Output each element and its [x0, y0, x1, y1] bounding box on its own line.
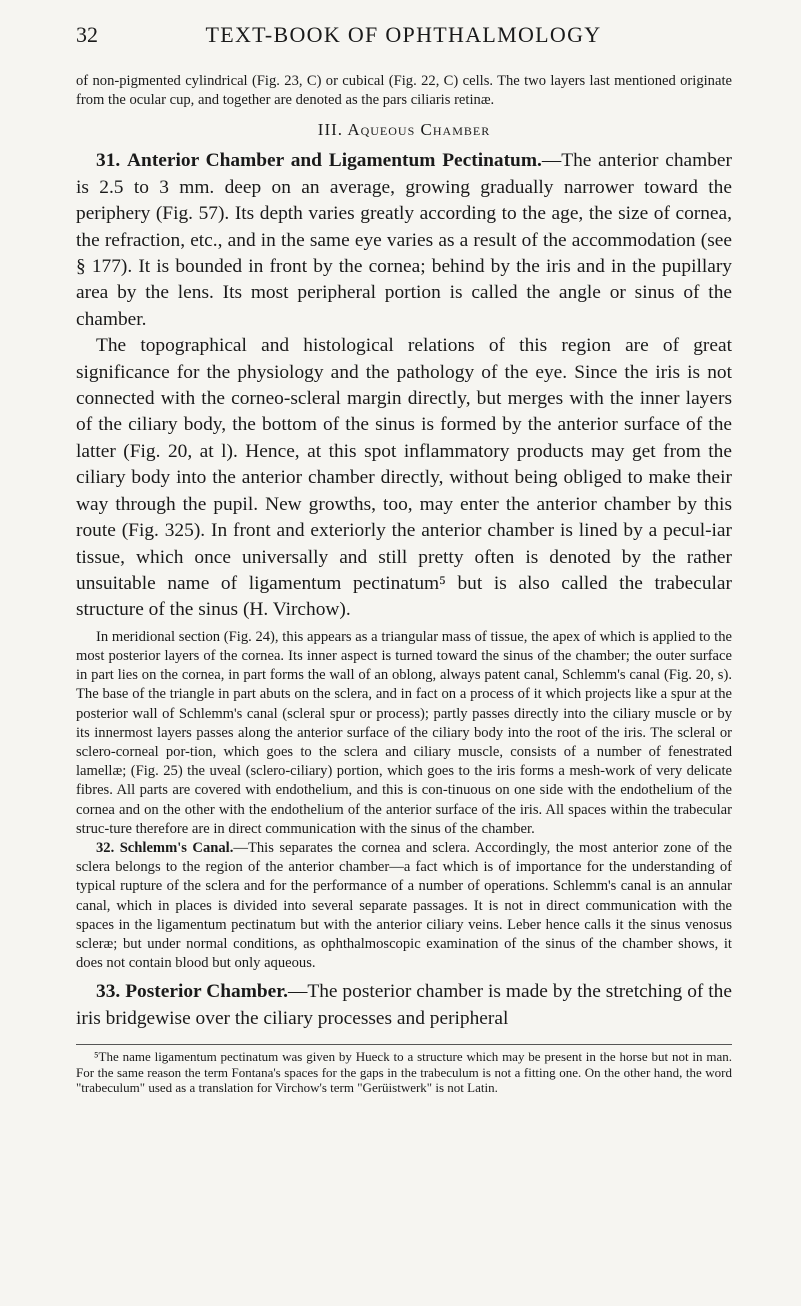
running-title: TEXT-BOOK OF OPHTHALMOLOGY — [205, 22, 602, 47]
paragraph-32 — [76, 839, 732, 973]
footnote-divider — [76, 1044, 732, 1045]
section-heading: III. Aqueous Chamber — [317, 120, 491, 140]
para31-text: —The anterior chamber is 2.5 to 3 mm. deep on an average, growing gradually narrower toward the periphery (Fig. 57). Its depth varies greatly according to the age, the size of cornea, the refraction, etc., and in the same eye varies as a result of the accommodation (see § 177). It is bounded in front by the cornea; behind by the iris and in the pupillary area by the lens. Its most peripheral portion is called the angle or sinus of the chamber. — [76, 150, 732, 330]
page-number: 32 — [76, 22, 98, 47]
para32-title: Schlemm's Canal. — [119, 839, 234, 856]
para31-title: Anterior Chamber and Ligamentum Pectinatum. — [127, 150, 542, 172]
intro-paragraph: of non-pigmented cylindrical (Fig. 23, C) or cubical (Fig. 22, C) cells. The two layers last mentioned originate from the ocular cup, and together are denoted as the pars ciliaris retinæ. — [76, 73, 732, 109]
paragraph-33 — [76, 979, 732, 1032]
para32-text: —This separates the cornea and sclera. Accordingly, the most anterior zone of the sclera belongs to the region of the anterior chamber—a fact which is of importance for the understanding of typical rupture of the sclera and for the performance of a number of operations. Schlemm's canal is an annular canal, which in places is divided into several separate passages. It is not in direct communication with the spaces in the ligamentum pectinatum but with the anterior ciliary veins. Leber hence calls it the sinus venosus scleræ; but under normal conditions, as ophthalmoscopic examination of the sinus of the chamber shows, it does not contain blood but only aqueous. — [76, 839, 733, 972]
para33-title: Posterior Chamber. — [125, 981, 288, 1003]
para32-number: 32. — [96, 839, 115, 856]
page-header — [76, 22, 731, 56]
paragraph-31 — [76, 148, 732, 333]
paragraph-meridional-section: In meridional section (Fig. 24), this appears as a triangular mass of tissue, the apex of which is applied to the most posterior layers of the cornea. Its inner aspect is turned toward the sinus of the chamber; the outer surface in part lies on the cornea, in part forms the wall of an oblong, always patent canal, Schlemm's canal (Fig. 20, s). The base of the triangle in part abuts on the sclera, and in fact on a process of it which projects like a spur at the posterior wall of Schlemm's canal (scleral spur or process); partly passes directly into the ciliary muscle or by its innermost layers passes along the anterior surface of the ciliary body into the root of the iris. The scleral or sclero-corneal por-tion, which goes to the sclera and ciliary muscle, consists of a number of fenestrated lamellæ; (Fig. 25) the uveal (sclero-ciliary) portion, which goes to the iris forms a mesh-work of very delicate fibres. All parts are covered with endothelium, and this is con-tinuous on one side with the endothelium of the cornea and on the other with the endothelium of the anterior surface of the iris. All spaces within the trabecular struc-ture therefore are in direct communication with the sinus of the chamber. — [76, 628, 732, 837]
page-body — [76, 72, 732, 1096]
footnote: ⁵The name ligamentum pectinatum was given by Hueck to a structure which may be present in the horse but not in man. For the same reason the term Fontana's spaces for the gaps in the trabeculum is not a fitting one. On the other hand, the word "trabeculum" used as a translation for Virchow's term "Gerüistwerk" is not Latin. — [76, 1049, 732, 1096]
para33-number: 33. — [96, 981, 121, 1003]
paragraph-topographical: The topographical and histological relations of this region are of great significance for the physiology and the pathology of the eye. Since the iris is not connected with the corneo-scleral margin directly, but merges with the inner layers of the ciliary body, the bottom of the sinus is formed by the anterior surface of the latter (Fig. 20, at l). Hence, at this spot inflammatory products may get from the ciliary body into the anterior chamber directly, without being obliged to make their way through the pupil. New growths, too, may enter the anterior chamber by this route (Fig. 325). In front and exteriorly the anterior chamber is lined by a pecul-iar tissue, which once universally and still pretty often is denoted by the rather unsuitable name of ligamentum pectinatum⁵ but is also called the trabecular structure of the sinus (H. Virchow). — [76, 335, 732, 621]
para33-text: —The posterior chamber is made by the stretching of the iris bridgewise over the ciliary processes and peripheral — [76, 981, 732, 1029]
para31-number: 31. — [96, 150, 121, 172]
